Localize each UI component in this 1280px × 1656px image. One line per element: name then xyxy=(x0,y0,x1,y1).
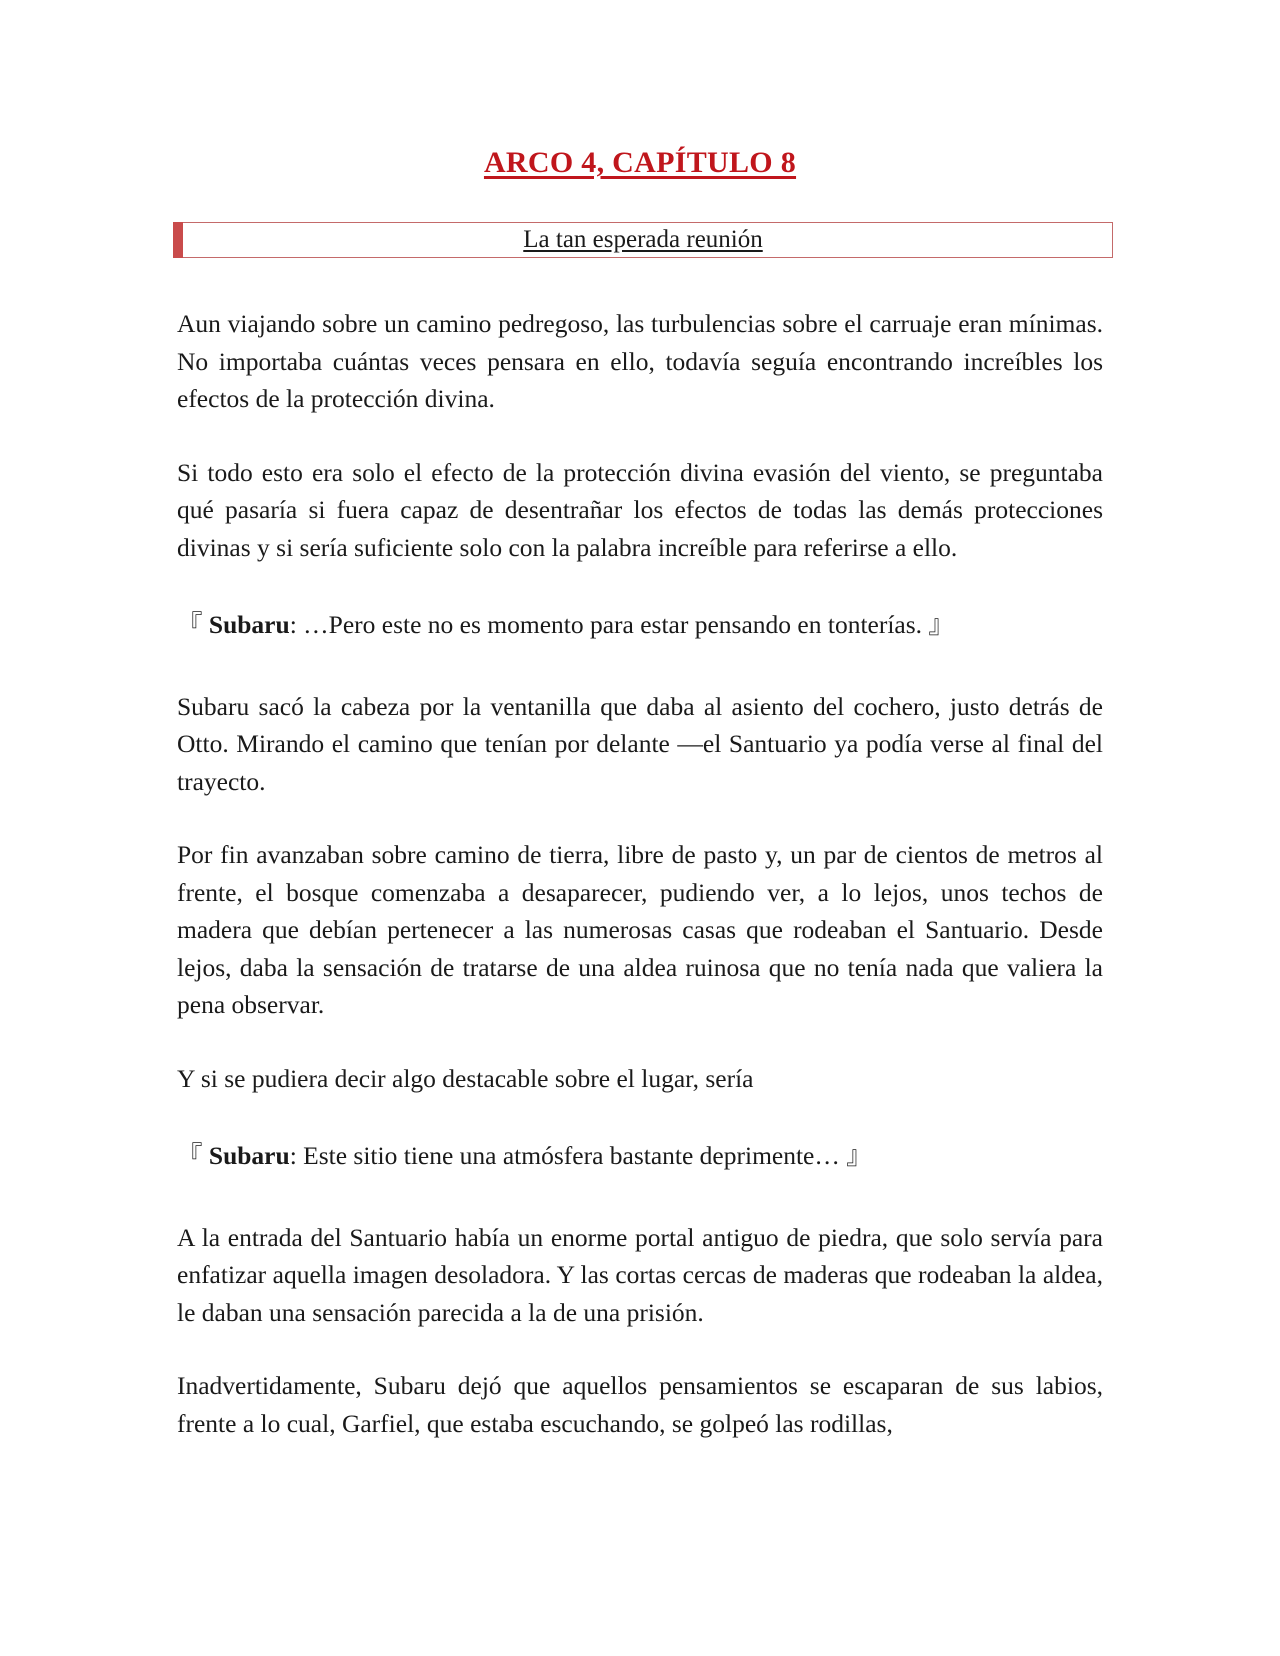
dialogue-line-1 xyxy=(177,602,1103,644)
paragraph-2: Si todo esto era solo el efecto de la protección divina evasión del viento, se preguntaba qué pasaría si fuera capaz de desentrañar los efectos de todas las demás protecciones divinas y si sería suficiente solo con la palabra increíble para referirse a ello. xyxy=(177,457,1103,562)
dialogue-text: : Este sitio tiene una atmósfera bastante deprimente… 』 xyxy=(289,1141,872,1170)
paragraph-3: Subaru sacó la cabeza por la ventanilla que daba al asiento del cochero, justo detrás de Otto. Mirando el camino que tenían por delante —el Santuario ya podía verse al final del trayecto. xyxy=(177,691,1103,796)
paragraph-1: Aun viajando sobre un camino pedregoso, las turbulencias sobre el carruaje eran mínimas. No importaba cuántas veces pensara en ello, todavía seguía encontrando increíbles los efectos de la protección divina. xyxy=(177,309,1103,413)
dialogue-text: : …Pero este no es momento para estar pensando en tonterías. 』 xyxy=(289,610,954,639)
chapter-subtitle: La tan esperada reunión xyxy=(523,226,763,253)
paragraph-7: Inadvertidamente, Subaru dejó que aquellos pensamientos se escaparan de sus labios, frente a lo cual, Garfiel, que estaba escuchando, se golpeó las rodillas, xyxy=(177,1371,1103,1438)
paragraph-6: A la entrada del Santuario había un enorme portal antiguo de piedra, que solo servía para enfatizar aquella imagen desoladora. Y las cortas cercas de maderas que rodeaban la aldea, le daban una sensación parecida a la de una prisión. xyxy=(177,1222,1103,1327)
subtitle-accent-bar xyxy=(173,222,183,258)
dialogue-open-bracket: 『 xyxy=(177,610,203,639)
dialogue-speaker: Subaru xyxy=(208,610,290,639)
body-text xyxy=(177,305,1103,1478)
dialogue-speaker: Subaru xyxy=(208,1141,290,1170)
dialogue-line-2 xyxy=(177,1133,1103,1175)
paragraph-5: Y si se pudiera decir algo destacable sobre el lugar, sería xyxy=(177,1063,754,1093)
subtitle-box xyxy=(173,222,1113,258)
dialogue-open-bracket: 『 xyxy=(177,1141,203,1170)
paragraph-4: Por fin avanzaban sobre camino de tierra, libre de pasto y, un par de cientos de metros al frente, el bosque comenzaba a desaparecer, pudiendo ver, a lo lejos, unos techos de madera que debían pertenecer a las numerosas casas que rodeaban el Santuario. Desde lejos, daba la sensación de tratarse de una aldea ruinosa que no tenía nada que valiera la pena observar. xyxy=(177,840,1103,1019)
chapter-title: ARCO 4, CAPÍTULO 8 xyxy=(483,146,797,179)
